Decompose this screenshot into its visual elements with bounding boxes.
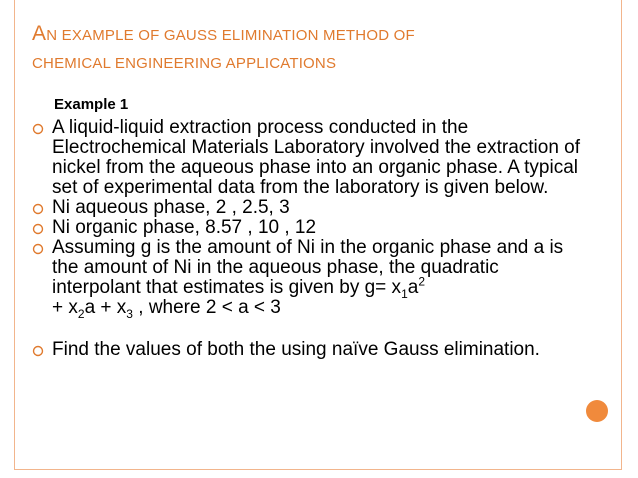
slide-title <box>32 20 552 78</box>
title-line-1: AN EXAMPLE OF GAUSS ELIMINATION METHOD OF <box>32 22 415 45</box>
bullet-item-task <box>32 340 592 360</box>
circle-bullet-icon <box>32 220 44 232</box>
decorative-orange-dot <box>586 400 608 422</box>
bullet-item-aqueous <box>32 198 592 218</box>
circle-bullet-icon <box>32 342 44 354</box>
bullet-item-assumption <box>32 237 592 321</box>
bullet-text: A liquid-liquid extraction process conducted in the Electrochemical Materials Laboratory involved the extraction of nickel from the aqueous phase into an organic phase. A typical set of experimental data from the laboratory is given below. <box>52 117 581 198</box>
circle-bullet-icon <box>32 120 44 132</box>
bullet-text: Ni aqueous phase, 2 , 2.5, 3 <box>52 197 290 218</box>
title-line-2: CHEMICAL ENGINEERING APPLICATIONS <box>32 55 337 72</box>
bullet-text: Ni organic phase, 8.57 , 10 , 12 <box>52 217 317 238</box>
bullet-text: Find the values of both the using naïve Gauss elimination. <box>52 339 540 360</box>
bullet-text: Assuming g is the amount of Ni in the organic phase and a is the amount of Ni in the aqueous phase, the quadratic interpolant that estimates is given by $g= x_1a^2$ + $x_2a + x_3$ , where 2 < a < 3 <box>52 237 564 321</box>
title-line-1-text: N EXAMPLE OF GAUSS ELIMINATION METHOD OF <box>46 27 415 44</box>
bullet-list <box>32 118 592 360</box>
example-label: Example 1 <box>54 96 129 113</box>
bullet-item-description <box>32 118 592 198</box>
bullet-item-organic <box>32 218 592 238</box>
circle-bullet-icon <box>32 200 44 212</box>
circle-bullet-icon <box>32 240 44 252</box>
